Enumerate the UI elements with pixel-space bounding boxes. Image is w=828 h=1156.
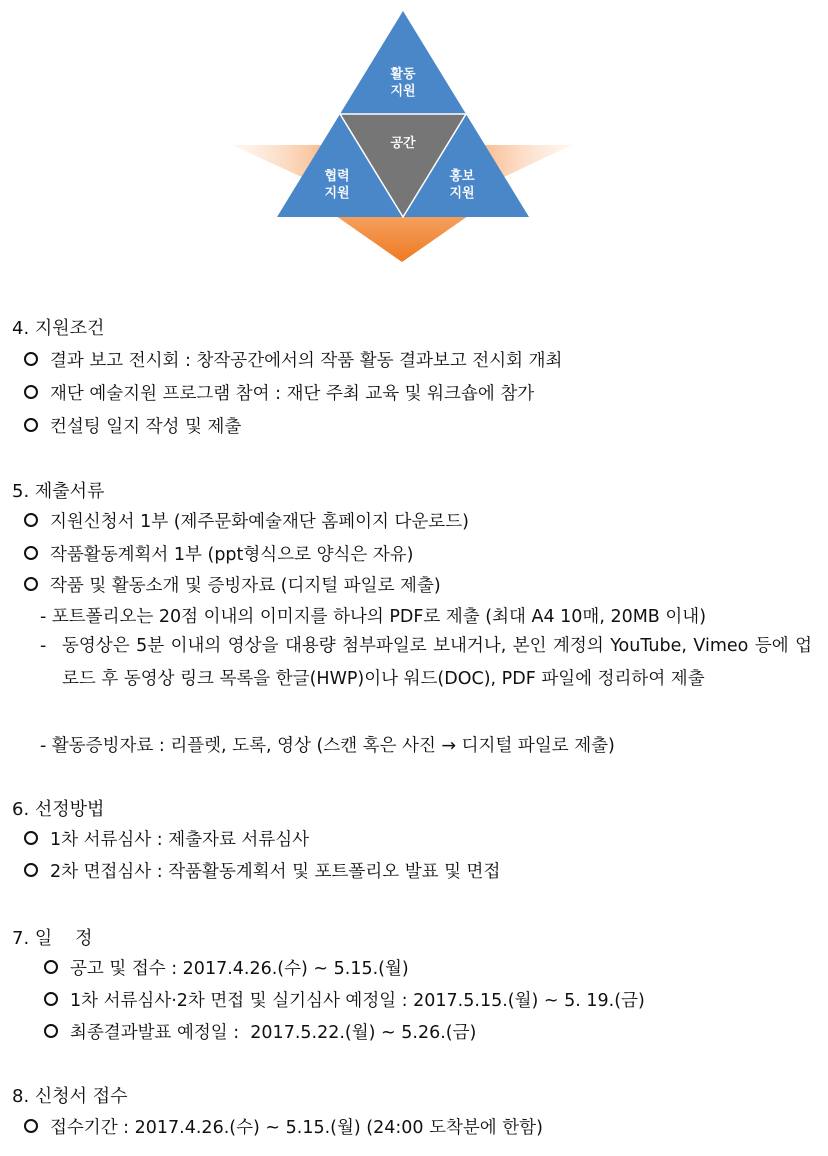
support-triangle-diagram [0, 0, 828, 280]
sub-item-video [40, 630, 812, 696]
section-7-heading: 7. 일 정 [12, 928, 93, 949]
circle-bullet-icon [44, 960, 58, 974]
list-item-text: 1차 서류심사·2차 면접 및 실기심사 예정일 : 2017.5.15.(월) ~ 5. 19.(금) [70, 991, 645, 1011]
circle-bullet-icon [44, 992, 58, 1006]
sub-item-video-text: 동영상은 5분 이내의 영상을 대용량 첨부파일로 보내거나, 본인 계정의 YouTube, Vimeo 등에 업로드 후 동영상 링크 목록을 한글(HWP)이나 워드(DOC), PDF 파일에 정리하여 제출 [62, 636, 812, 689]
list-item-text: 작품 및 활동소개 및 증빙자료 (디지털 파일로 제출) [50, 576, 441, 596]
list-item-text: 지원신청서 1부 (제주문화예술재단 홈페이지 다운로드) [50, 512, 469, 532]
section-4-heading: 4. 지원조건 [12, 318, 105, 339]
sub-item-portfolio: - 포트폴리오는 20점 이내의 이미지를 하나의 PDF로 제출 (최대 A4 10매, 20MB 이내) [40, 607, 707, 627]
list-item-text: 2차 면접심사 : 작품활동계획서 및 포트폴리오 발표 및 면접 [50, 862, 501, 882]
orange-arrow-down [336, 216, 468, 262]
label-left-2: 지원 [324, 186, 350, 201]
circle-bullet-icon [24, 385, 38, 399]
list-item-text: 결과 보고 전시회 : 창작공간에서의 작품 활동 결과보고 전시회 개최 [50, 351, 563, 371]
circle-bullet-icon [24, 863, 38, 877]
circle-bullet-icon [24, 352, 38, 366]
list-item [24, 413, 241, 438]
list-item [44, 955, 409, 980]
list-item-text: 접수기간 : 2017.4.26.(수) ~ 5.15.(월) (24:00 도착분에 한함) [50, 1118, 543, 1138]
circle-bullet-icon [24, 1119, 38, 1133]
list-item [24, 541, 414, 566]
list-item [24, 572, 441, 597]
circle-bullet-icon [24, 513, 38, 527]
list-item [44, 987, 645, 1012]
label-right-2: 지원 [449, 186, 475, 201]
sub-item-evidence: - 활동증빙자료 : 리플렛, 도록, 영상 (스캔 혹은 사진 → 디지털 파일로 제출) [40, 736, 615, 756]
dash-marker: - [40, 636, 47, 656]
list-item [24, 508, 469, 533]
list-item-text: 공고 및 접수 : 2017.4.26.(수) ~ 5.15.(월) [70, 959, 409, 979]
label-top-1: 활동 [390, 67, 416, 82]
list-item-text: 최종결과발표 예정일 : 2017.5.22.(월) ~ 5.26.(금) [70, 1023, 477, 1043]
list-item-text: 재단 예술지원 프로그램 참여 : 재단 주최 교육 및 워크숍에 참가 [50, 384, 535, 404]
label-top-2: 지원 [390, 84, 416, 99]
circle-bullet-icon [24, 418, 38, 432]
label-left-1: 협력 [324, 169, 350, 184]
circle-bullet-icon [44, 1024, 58, 1038]
list-item [24, 858, 500, 883]
section-6-heading: 6. 선정방법 [12, 799, 105, 820]
circle-bullet-icon [24, 577, 38, 591]
list-item [24, 1114, 543, 1139]
circle-bullet-icon [24, 546, 38, 560]
list-item [44, 1019, 476, 1044]
list-item [24, 347, 562, 372]
list-item [24, 380, 534, 405]
circle-bullet-icon [24, 831, 38, 845]
label-right-1: 홍보 [449, 169, 475, 184]
list-item [24, 826, 309, 851]
section-8-heading: 8. 신청서 접수 [12, 1086, 128, 1107]
list-item-text: 1차 서류심사 : 제출자료 서류심사 [50, 830, 310, 850]
label-center: 공간 [390, 136, 416, 151]
list-item-text: 컨설팅 일지 작성 및 제출 [50, 417, 242, 437]
list-item-text: 작품활동계획서 1부 (ppt형식으로 양식은 자유) [50, 545, 414, 565]
section-5-heading: 5. 제출서류 [12, 481, 105, 502]
